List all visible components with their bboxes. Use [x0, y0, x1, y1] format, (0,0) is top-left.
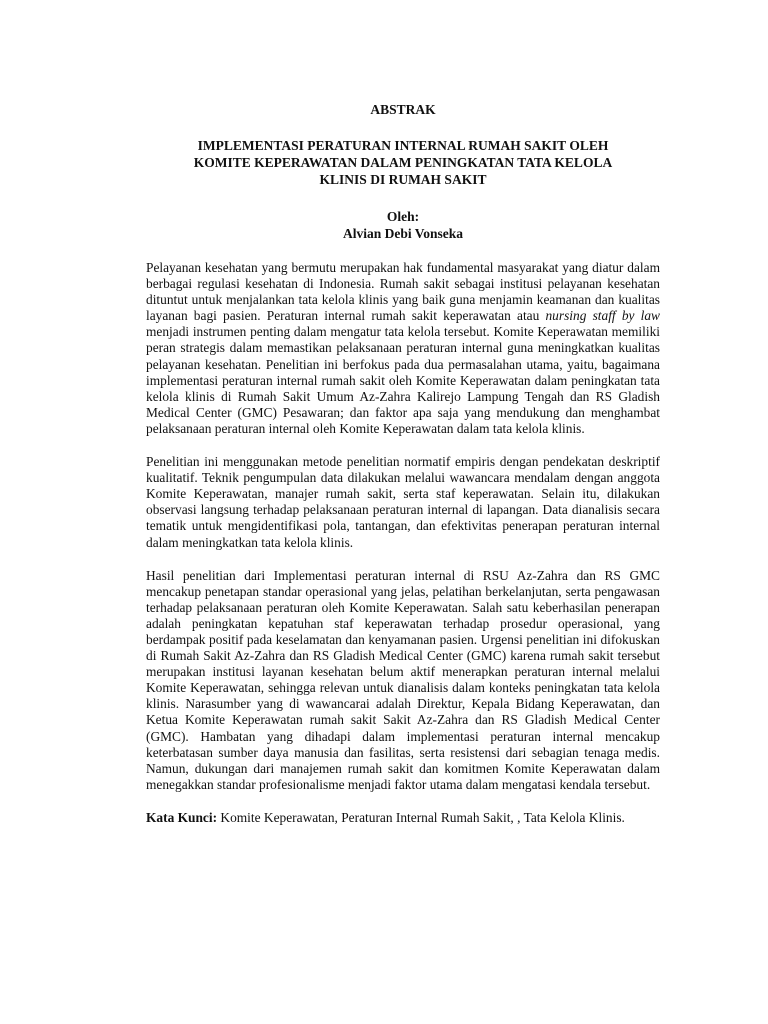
- abstract-paragraph-1: [146, 260, 660, 437]
- paragraph-1-text-b: menjadi instrumen penting dalam mengatur tata kelola tersebut. Komite Keperawatan memiliki peran strategis dalam memastikan pelaksanaan peraturan internal guna meningkatkan kualitas pelayanan kesehatan. Penelitian ini berfokus pada dua permasalahan utama, yaitu, bagaimana implementasi peraturan internal rumah sakit oleh Komite Keperawatan dalam peningkatan tata kelola klinis di Rumah Sakit Umum Az-Zahra Kalirejo Lampung Tengah dan RS Gladish Medical Center (GMC) Pesawaran; dan faktor apa saja yang mendukung dan menghambat pelaksanaan peraturan internal oleh Komite Keperawatan dalam tata kelola klinis.: [146, 324, 660, 436]
- title-line-3: KLINIS DI RUMAH SAKIT: [319, 172, 487, 187]
- paragraph-1-italic-term: nursing staff by law: [545, 308, 660, 324]
- thesis-title: [146, 137, 660, 188]
- keywords: [146, 810, 660, 826]
- abstract-page: [146, 101, 660, 826]
- keywords-label: Kata Kunci:: [146, 809, 218, 825]
- author-block: [146, 208, 660, 242]
- abstract-heading: ABSTRAK: [370, 102, 436, 117]
- paragraph-1-text-a: Pelayanan kesehatan yang bermutu merupakan hak fundamental masyarakat yang diatur dalam berbagai regulasi kesehatan di Indonesia. Rumah sakit sebagai institusi pelayanan kesehatan dituntut untuk menjalankan tata kelola klinis yang baik guna menjamin keamanan dan kualitas layanan bagi pasien. Peraturan internal rumah sakit keperawatan atau: [146, 260, 660, 324]
- abstract-paragraph-2: Penelitian ini menggunakan metode penelitian normatif empiris dengan pendekatan deskriptif kualitatif. Teknik pengumpulan data dilakukan melalui wawancara mendalam dengan anggota Komite Keperawatan, manajer rumah sakit, serta staf keperawatan. Selain itu, dilakukan observasi langsung terhadap pelaksanaan peraturan internal di lapangan. Data dianalisis secara tematik untuk mengidentifikasi pola, tantangan, dan efektivitas penerapan peraturan internal dalam meningkatkan tata kelola klinis.: [146, 454, 660, 550]
- title-line-2: KOMITE KEPERAWATAN DALAM PENINGKATAN TATA KELOLA: [193, 155, 613, 170]
- author-label: Oleh:: [386, 209, 420, 224]
- keywords-text: Komite Keperawatan, Peraturan Internal Rumah Sakit, , Tata Kelola Klinis.: [217, 809, 625, 825]
- author-name: Alvian Debi Vonseka: [342, 226, 464, 241]
- title-line-1: IMPLEMENTASI PERATURAN INTERNAL RUMAH SAKIT OLEH: [197, 138, 609, 153]
- abstract-paragraph-3: Hasil penelitian dari Implementasi peraturan internal di RSU Az-Zahra dan RS GMC mencakup penetapan standar operasional yang jelas, pelatihan berkelanjutan, serta pengawasan terhadap pelaksanaan peraturan oleh Komite Keperawatan. Salah satu keberhasilan penerapan adalah peningkatan kepatuhan staf keperawatan terhadap prosedur operasional, yang berdampak positif pada keselamatan dan kenyamanan pasien. Urgensi penelitian ini difokuskan di Rumah Sakit Az-Zahra dan RS Gladish Medical Center (GMC) karena rumah sakit tersebut merupakan institusi layanan kesehatan belum aktif menerapkan peraturan internal melalui Komite Keperawatan, sehingga relevan untuk dianalisis dalam konteks peningkatan tata kelola klinis. Narasumber yang di wawancarai adalah Direktur, Kepala Bidang Keperawatan, dan Ketua Komite Keperawatan rumah sakit Sakit Az-Zahra dan RS Gladish Medical Center (GMC). Hambatan yang dihadapi dalam implementasi peraturan internal mencakup keterbatasan sumber daya manusia dan fasilitas, serta resistensi dari sebagian tenaga medis. Namun, dukungan dari manajemen rumah sakit dan komitmen Komite Keperawatan dalam menegakkan standar profesionalisme menjadi faktor utama dalam mengatasi kendala tersebut.: [146, 567, 660, 792]
